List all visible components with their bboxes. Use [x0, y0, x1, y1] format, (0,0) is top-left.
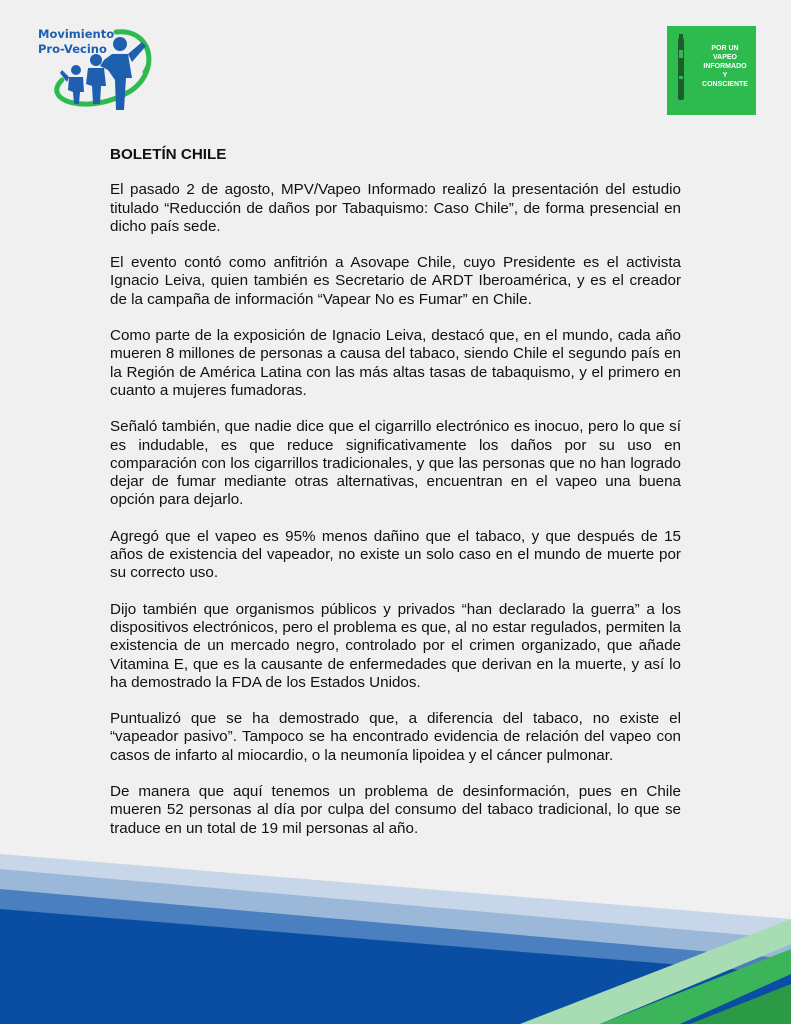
- slogan-line: INFORMADO: [703, 63, 747, 70]
- paragraph: El evento contó como anfitrión a Asovape Chile, cuyo Presidente es el activista Ignacio Leiva, quien también es Secretario de ARDT Iberoamérica, y es el creador de la campaña de información “Vapear No es Fumar” en Chile.: [110, 254, 681, 308]
- footer-wave-decoration: [0, 824, 791, 1024]
- logo-line-1: Movimiento: [38, 27, 115, 41]
- slogan-line: POR UN: [711, 45, 739, 52]
- paragraph: El pasado 2 de agosto, MPV/Vapeo Informado realizó la presentación del estudio titulado “Reducción de daños por Tabaquismo: Caso Chile”, de forma presencial en dicho país sede.: [110, 181, 681, 235]
- paragraph: Dijo también que organismos públicos y privados “han declarado la guerra” a los dispositivos electrónicos, pero el problema es que, al no estar regulados, permiten la existencia de un mercado negro, controlado por el crimen organizado, que añade Vitamina E, que es la causante de enfermedades que derivan en la muerte, y así lo ha demostrado la FDA de los Estados Unidos.: [110, 600, 681, 691]
- paragraph: Puntualizó que se ha demostrado que, a diferencia del tabaco, no existe el “vapeador pasivo”. Tampoco se ha encontrado evidencia de relación del vapeo con casos de infarto al miocardio, o la neumonía lipoidea y el cáncer pulmonar.: [110, 710, 681, 764]
- paragraph: Agregó que el vapeo es 95% menos dañino que el tabaco, y que después de 15 años de existencia del vapeador, no existe un solo caso en el mundo de muerte por su correcto uso.: [110, 527, 681, 582]
- bulletin-body: [110, 146, 681, 856]
- vape-pen-icon: [667, 26, 697, 115]
- paragraph: Como parte de la exposición de Ignacio Leiva, destacó que, en el mundo, cada año mueren 8 millones de personas a causa del tabaco, siendo Chile el segundo país en la Región de América Latina con las más altas tasas de tabaquismo, y el primero en cuanto a mujeres fumadoras.: [110, 327, 681, 399]
- paragraph: Señaló también, que nadie dice que el cigarrillo electrónico es inocuo, pero lo que sí es indudable, es que reduce significativamente los daños por su uso en comparación con los cigarrillos tradicionales, y que las personas que no han logrado dejar de fumar mediante otras alternativas, encuentran en el vapeo una buena opción para dejarlo.: [110, 418, 681, 509]
- slogan-line: CONSCIENTE: [702, 81, 748, 88]
- movimiento-pro-vecino-logo: [32, 20, 160, 120]
- logo-slogan: [697, 44, 753, 89]
- bulletin-title: BOLETÍN CHILE: [110, 146, 227, 163]
- paragraph: De manera que aquí tenemos un problema de desinformación, pues en Chile mueren 52 personas al día por culpa del consumo del tabaco tradicional, lo que se traduce en un total de 19 mil personas al año.: [110, 783, 681, 837]
- vapeo-informado-logo: [667, 26, 756, 115]
- slogan-line: Y: [722, 72, 728, 79]
- slogan-line: VAPEO: [713, 54, 737, 61]
- logo-line-2: Pro-Vecino: [38, 42, 107, 56]
